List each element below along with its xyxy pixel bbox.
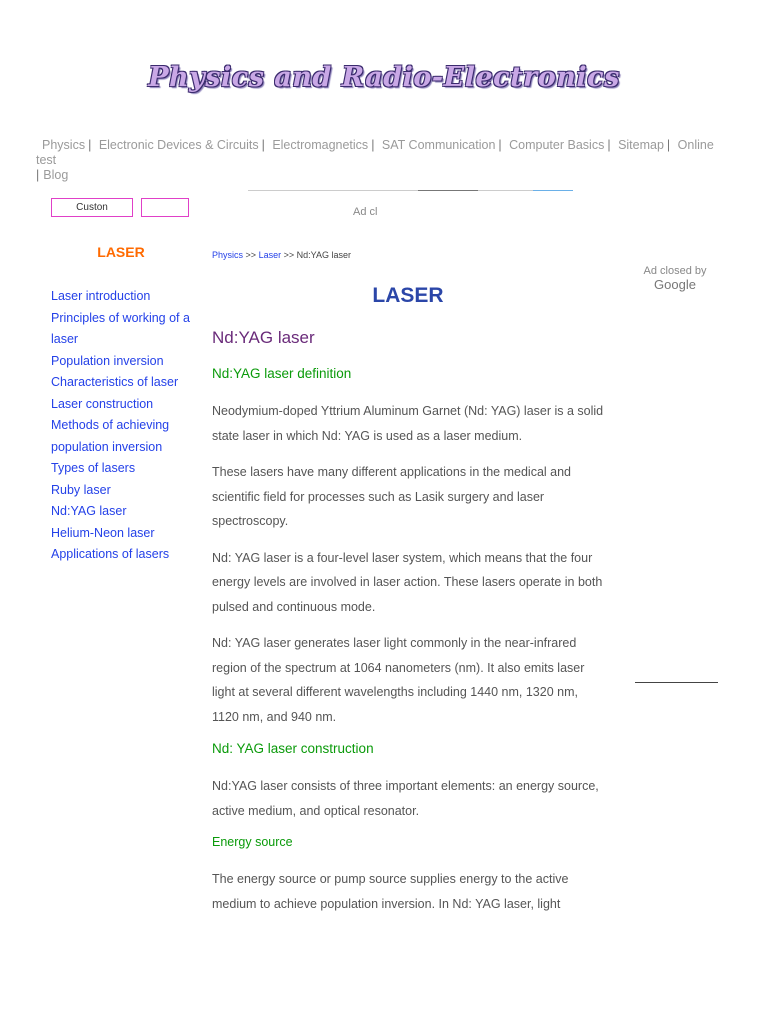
subheading-definition: Nd:YAG laser definition	[212, 366, 352, 381]
paragraph: Nd: YAG laser generates laser light commonly in the near-infrared region of the spectrum at 1064 nanometers (nm). It also emits laser light at several different wavelengths including 1440 nm, 1320 nm, 1120 nm, and 940 nm.	[212, 636, 585, 724]
sidebar-menu	[51, 286, 191, 566]
subheading-energy-source: Energy source	[212, 835, 293, 849]
sidebar-item-helium-neon-laser[interactable]: Helium-Neon laser	[51, 525, 155, 540]
sidebar-item-applications[interactable]: Applications of lasers	[51, 547, 170, 561]
breadcrumb-separator: >>	[245, 250, 257, 260]
nav-electromagnetics[interactable]: Electromagnetics	[272, 138, 369, 152]
sidebar-heading: LASER	[97, 244, 145, 260]
breadcrumb-current: Nd:YAG laser	[296, 250, 351, 260]
nav-separator: |	[261, 138, 265, 152]
sidebar-item-methods[interactable]: Methods of achieving population inversion	[51, 418, 170, 454]
article-content	[212, 284, 604, 928]
sidebar-item-laser-construction[interactable]: Laser construction	[51, 396, 154, 411]
sidebar-item-population-inversion[interactable]: Population inversion	[51, 353, 164, 368]
nav-online-test[interactable]: Online test	[36, 138, 714, 167]
search-button[interactable]	[141, 198, 189, 217]
sidebar-item-principles[interactable]: Principles of working of a laser	[51, 310, 190, 346]
paragraph: Nd:YAG laser consists of three important elements: an energy source, active medium, and optical resonator.	[212, 779, 599, 818]
sidebar-item-laser-introduction[interactable]: Laser introduction	[51, 289, 151, 303]
nav-separator: |	[371, 138, 375, 152]
nav-separator: |	[666, 138, 671, 152]
google-logo: Google	[654, 277, 696, 292]
nav-electronic-devices[interactable]: Electronic Devices & Circuits	[98, 138, 259, 152]
paragraph: The energy source or pump source supplies energy to the active medium to achieve population inversion. In Nd: YAG laser, light	[212, 872, 569, 911]
ad-divider-segment	[418, 190, 478, 191]
paragraph: These lasers have many different applications in the medical and scientific field for processes such as Lasik surgery and laser spectroscopy.	[212, 465, 572, 528]
top-navigation	[36, 138, 736, 183]
nav-separator: |	[88, 138, 92, 152]
sidebar-item-types-of-lasers[interactable]: Types of lasers	[51, 461, 136, 475]
ad-divider-segment	[533, 190, 573, 191]
breadcrumb	[212, 250, 351, 260]
breadcrumb-physics[interactable]: Physics	[212, 250, 244, 260]
search-input[interactable]: Custon	[51, 198, 133, 217]
article-title: Nd:YAG laser	[212, 328, 315, 347]
paragraph: Neodymium-doped Yttrium Aluminum Garnet (Nd: YAG) laser is a solid state laser in which Nd: YAG is used as a laser medium.	[212, 404, 604, 443]
nav-physics[interactable]: Physics	[42, 138, 86, 152]
nav-sat-communication[interactable]: SAT Communication	[381, 138, 496, 152]
nav-separator: |	[36, 168, 40, 182]
right-divider	[635, 682, 718, 683]
nav-blog[interactable]: Blog	[43, 168, 69, 182]
nav-sitemap[interactable]: Sitemap	[618, 138, 664, 152]
sidebar-item-characteristics[interactable]: Characteristics of laser	[51, 375, 179, 389]
ad-banner-divider	[248, 190, 573, 191]
site-title[interactable]: Physics and Radio-Electronics	[148, 62, 620, 93]
paragraph: Nd: YAG laser is a four-level laser system, which means that the four energy levels are involved in laser action. These lasers operate in both pulsed and continuous mode.	[212, 550, 603, 614]
nav-separator: |	[498, 138, 502, 152]
ad-closed-notice	[630, 264, 720, 292]
sidebar-item-ndyag-laser[interactable]: Nd:YAG laser	[51, 504, 127, 518]
sidebar-item-ruby-laser[interactable]: Ruby laser	[51, 482, 111, 497]
page-title: LASER	[372, 284, 444, 307]
nav-computer-basics[interactable]: Computer Basics	[509, 138, 605, 152]
ad-placeholder-text: Ad cl	[353, 206, 378, 218]
breadcrumb-laser[interactable]: Laser	[258, 250, 282, 260]
nav-separator: |	[607, 138, 611, 152]
ad-closed-label: Ad closed by	[643, 265, 707, 277]
breadcrumb-separator: >>	[283, 250, 295, 260]
subheading-construction: Nd: YAG laser construction	[212, 741, 374, 756]
